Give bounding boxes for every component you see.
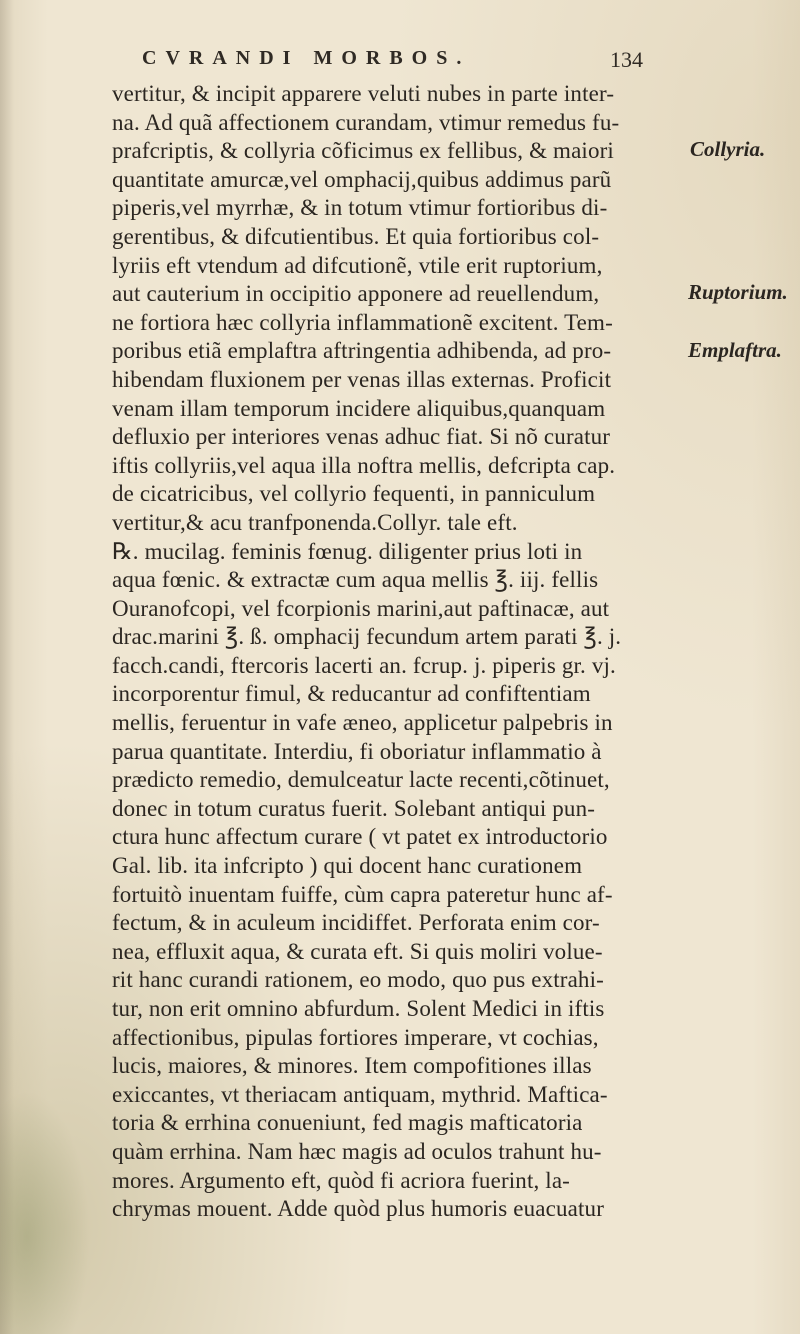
text-line: chrymas mouent. Adde quòd plus humoris euacuatur [112,1196,605,1222]
page-number: 134 [610,47,643,72]
text-line: rit hanc curandi rationem, eo modo, quo pus extrahi- [112,967,604,993]
text-line: facch.candi, ftercoris lacerti an. fcrup. j. piperis gr. vj. [112,652,616,678]
text-line: aut cauterium in occipitio apponere ad reuellendum, [112,281,600,307]
text-line: lyriis eft vtendum ad difcutionẽ, vtile erit ruptorium, [112,252,603,278]
running-title: CVRANDI MORBOS. [142,47,471,69]
text-line: venam illam temporum incidere aliquibus,quanquam [112,395,606,421]
text-line: tur, non erit omnino abfurdum. Solent Medici in iftis [112,996,605,1021]
text-line: parua quantitate. Interdiu, fi oboriatur inflammatio à [112,738,602,764]
text-line: incorporentur fimul, & reducantur ad confiftentiam [112,681,591,707]
text-line: mores. Argumento eft, quòd fi acriora fuerint, la- [112,1167,570,1193]
text-line: exiccantes, vt theriacam antiquam, mythrid. Maftica- [112,1081,608,1107]
text-line: Ouranofcopi, vel fcorpionis marini,aut paftinacæ, aut [112,595,610,621]
text-line: hibendam fluxionem per venas illas externas. Proficit [112,366,612,392]
text-line: prædicto remedio, demulceatur lacte recenti,cõtinuet, [112,767,610,793]
running-head [112,47,682,77]
text-line: defluxio per interiores venas adhuc fiat. Si nõ curatur [112,424,611,450]
text-line: piperis,vel myrrhæ, & in totum vtimur fortioribus di- [112,195,608,221]
text-line: vertitur,& acu tranfponenda.Collyr. tale eft. [112,509,518,535]
text-line: ne fortiora hæc collyria inflammationẽ excitent. Tem- [112,309,613,335]
text-line: ℞. mucilag. feminis fœnug. diligenter prius loti in [112,538,583,564]
text-line: prafcriptis, & collyria cõficimus ex fellibus, & maiori [112,138,614,164]
text-line: de cicatricibus, vel collyrio fequenti, in panniculum [112,481,596,507]
text-line: toria & errhina conueniunt, fed magis mafticatoria [112,1110,583,1136]
text-line: quantitate amurcæ,vel omphacij,quibus addimus parũ [112,166,612,192]
text-line: na. Ad quã affectionem curandam, vtimur remedus fu- [112,109,620,135]
text-line: donec in totum curatus fuerit. Solebant antiqui pun- [112,795,596,821]
text-line: iftis collyriis,vel aqua illa noftra mellis, defcripta cap. [112,452,616,478]
margin-note-emplastra: Emplaftra. [688,338,782,362]
text-line: ctura hunc affectum curare ( vt patet ex introductorio [112,824,608,850]
text-line: Gal. lib. ita infcripto ) qui docent hanc curationem [112,853,583,879]
text-line: drac.marini ℥. ß. omphacij fecundum artem parati ℥. j. [112,624,622,650]
paper-stain [0,1090,90,1334]
body-text [112,80,672,1224]
text-line: vertitur, & incipit apparere veluti nubes in parte inter- [112,81,615,106]
text-line: nea, effluxit aqua, & curata eft. Si quis moliri volue- [112,938,603,964]
text-line: fortuitò inuentam fuiffe, cùm capra pateretur hunc af- [112,881,613,907]
text-line: poribus etiã emplaftra aftringentia adhibenda, ad pro- [112,338,612,364]
margin-note-ruptorium: Ruptorium. [688,280,788,304]
text-line: quàm errhina. Nam hæc magis ad oculos trahunt hu- [112,1138,602,1164]
text-line: lucis, maiores, & minores. Item compofitiones illas [112,1053,592,1079]
text-line: fectum, & in aculeum incidiffet. Perforata enim cor- [112,910,600,936]
margin-note-collyria: Collyria. [690,137,766,161]
text-line: aqua fœnic. & extractæ cum aqua mellis ℥. iij. fellis [112,567,599,593]
text-line: gerentibus, & difcutientibus. Et quia fortioribus col- [112,223,600,249]
text-line: mellis, feruentur in vafe æneo, applicetur palpebris in [112,710,613,736]
text-line: affectionibus, pipulas fortiores imperare, vt cochias, [112,1024,599,1050]
